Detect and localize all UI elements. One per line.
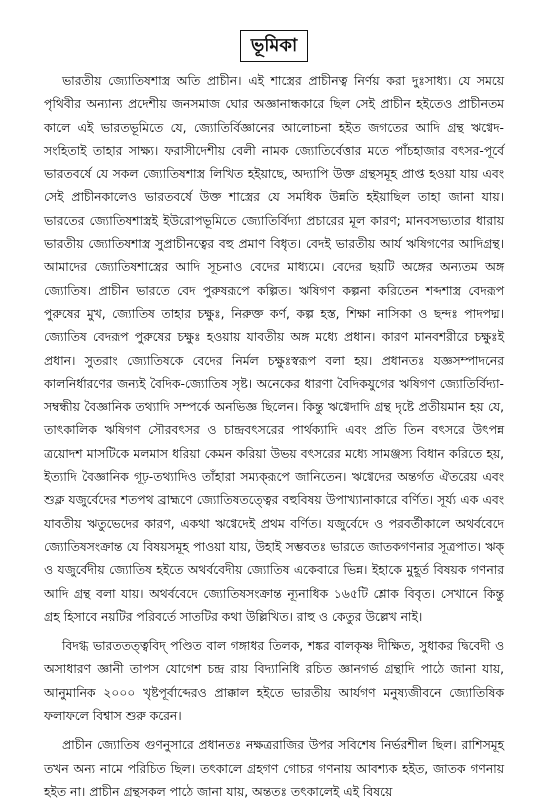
paragraph-3: প্রাচীন জ্যোতিষ গুণনুসারে প্রধানতঃ নক্ষত্ররাজির উপর সবিশেষ নির্ভরশীল ছিল। রাশিসমূহ তখন অন্য নামে পরিচিত ছিল। তৎকালে গ্রহগণ গোচর গণনায় আবশ্যক হইত, জাতক গণনায় হইত না। প্রাচীন গ্রন্থসকল পাঠে জানা যায়, অন্ততঃ তৎকালেই এই বিষয়ে	[44, 738, 504, 799]
page-title: ভূমিকা	[240, 30, 308, 62]
paragraph-1: ভারতীয় জ্যোতিষশাস্ত্র অতি প্রাচীন। এই শাস্ত্রের প্রাচীনত্ব নির্ণয় করা দুঃসাধ্য। যে সময়ে পৃথিবীর অন্যান্য প্রদেশীয় জনসমাজ ঘোর অজ্ঞানান্ধকারে ছিল সেই প্রাচীন হইতেও প্রাচীনতম কালে এই ভারতভূমিতে যে, জ্যোতির্বিজ্ঞানের আলোচনা হইত জগতের আদি গ্রন্থ ঋগ্বেদ-সংহিতাই তাহার সাক্ষ্য। ফরাসীদেশীয় বেলী নামক জ্যোতির্বেত্তার মতে পাঁচহাজার বৎসর-পূর্বে ভারতবর্ষে যে সকল জ্যোতিষশাস্ত্র লিখিত হইয়াছে, অদ্যাপি উক্ত গ্রন্থসমূহ প্রাপ্ত হওয়া যায় এবং সেই প্রাচীনকালেও ভারতবর্ষে উক্ত শাস্ত্রের যে সমধিক উন্নতি হইয়াছিল তাহা জানা যায়। ভারতের জ্যোতিষশাস্ত্রই ইউরোপভূমিতে জ্যোতির্বিদ্যা প্রচারের মূল কারণ; মানবসভ্যতার ধারায় ভারতীয় জ্যোতিষশাস্ত্র সুপ্রাচীনত্বের বহু প্রমাণ বিধৃত। বেদই ভারতীয় আর্য ঋষিগণের আদিগ্রন্থ। আমাদের জ্যোতিষশাস্ত্রের আদি সূচনাও বেদের মাধ্যমে। বেদের ছয়টি অঙ্গের অন্যতম অঙ্গ জ্যোতিষ। প্রাচীন ভারতে বেদ পুরুষরূপে কল্পিত। ঋষিগণ কল্পনা করিতেন শব্দশাস্ত্র বেদরূপ পুরুষের মুখ, জ্যোতিষ তাহার চক্ষুঃ, নিরুক্ত কর্ণ, কল্প হস্ত, শিক্ষা নাসিকা ও ছন্দঃ পাদপদ্ম। জ্যোতিষ বেদরূপ পুরুষের চক্ষুঃ হওয়ায় যাবতীয় অঙ্গ মধ্যে প্রধান। কারণ মানবশরীরে চক্ষুঃই প্রধান। সুতরাং জ্যোতিষকে বেদের নির্মল চক্ষুঃস্বরূপ বলা হয়। প্রধানতঃ যজ্ঞসম্পাদনের কালনির্ধারণের জন্যই বৈদিক-জ্যোতিষ সৃষ্ট। অনেকের ধারণা বৈদিকযুগের ঋষিগণ জ্যোতির্বিদ্যা-সম্বন্ধীয় বৈজ্ঞানিক তথ্যাদি সম্পর্কে অনভিজ্ঞ ছিলেন। কিন্তু ঋগ্বেদাদি গ্রন্থ দৃষ্টে প্রতীয়মান হয় যে, তাৎকালিক ঋষিগণ সৌরবৎসর ও চান্দ্রবৎসরের পার্থক্যাদি এবং প্রতি তিন বৎসরে উৎপন্ন ত্রয়োদশ মাসটিকে মলমাস ধরিয়া কেমন করিয়া উভয় বৎসরের মধ্যে সামঞ্জস্য বিধান করিতে হয়, ইত্যাদি বৈজ্ঞানিক গূঢ়-তথ্যাদিও তাঁহারা সম্যক্‌রূপে জানিতেন। ঋগ্বেদের অন্তর্গত ঐতরেয় এবং শুক্ল যজুর্বেদের শতপথ ব্রাহ্মণে জ্যোতিষতত্ত্বের বহুবিষয় উপাখ্যানাকারে বর্ণিত। সূর্য্য এক এবং যাবতীয় ঋতুভেদের কারণ, একথা ঋগ্বেদেই প্রথম বর্ণিত। যজুর্বেদে ও পরবর্তীকালে অথর্ববেদে জ্যোতিষসংক্রান্ত যে বিষয়সমূহ পাওয়া যায়, উহাই সম্ভবতঃ ভারতে জাতকগণনার সূত্রপাত। ঋক্‌ ও যজুর্বেদীয় জ্যোতিষ হইতে অথর্ববেদীয় জ্যোতিষ একেবারে ভিন্ন। ইহাকে মুহূর্ত বিষয়ক গণনার আদি গ্রন্থ বলা যায়। অথর্ববেদে জ্যোতিষসংক্রান্ত ন্যূনাধিক ১৬৫টি শ্লোক বিবৃত। সেখানে কিন্তু গ্রহ হিসাবে নয়টির পরিবর্তে সাতটির কথা উল্লিখিত। রাহু ও কেতুর উল্লেখ নাই।	[44, 74, 504, 624]
title-wrap	[44, 30, 504, 62]
paragraph-2: বিদগ্ধ ভারততত্ত্ববিদ্‌ পণ্ডিত বাল গঙ্গাধর তিলক, শঙ্কর বালকৃষ্ণ দীক্ষিত, সুধাকর দ্বিবেদী ও অসাধারণ জ্ঞানী তাপস যোগেশ চন্দ্র রায় বিদ্যানিধি রচিত জ্ঞানগর্ভ গ্রন্থাদি পাঠে জানা যায়, আনুমানিক ২০০০ খৃষ্টপূর্বাব্দেরও প্রাক্কাল হইতে ভারতীয় আর্যগণ মনুষ্যজীবনে জ্যোতিষিক ফলাফলে বিশ্বাস শুরু করেন।	[44, 639, 504, 724]
